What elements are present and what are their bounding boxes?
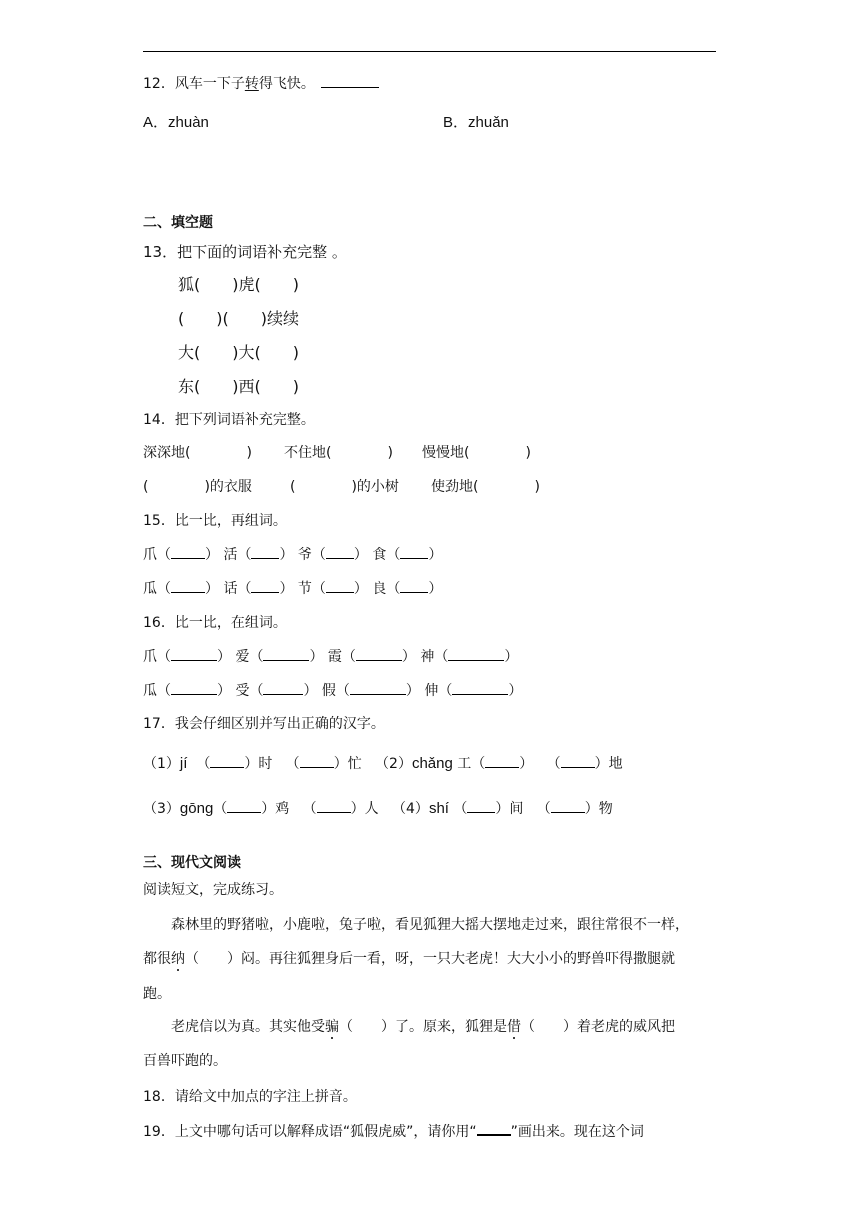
q16-blank[interactable]: [263, 660, 309, 661]
q16-char: 爪: [143, 649, 157, 665]
q16-blank[interactable]: [263, 694, 303, 695]
q15-char: 良: [372, 581, 387, 597]
q15-prompt: 15．比一比，再组词。: [143, 513, 287, 529]
q12-option-a[interactable]: A．zhuàn: [143, 114, 209, 131]
q12-text-post: 得飞快。: [258, 76, 315, 92]
q14-item-2[interactable]: 不住地( ): [284, 445, 393, 461]
q13-prompt: 13．把下面的词语补充完整 。: [143, 243, 347, 261]
q16-char: 爱: [235, 649, 250, 665]
q17-blank[interactable]: [467, 812, 495, 813]
q15-row-1: 爪（ ） 活（ ） 爷（ ） 食（ ）: [143, 547, 443, 563]
q16-char: 假: [321, 683, 336, 699]
q14-item-3[interactable]: 慢慢地( ): [422, 445, 531, 461]
q17-word: 地: [608, 756, 623, 772]
q16-blank[interactable]: [448, 660, 504, 661]
q15-blank[interactable]: [326, 558, 354, 559]
q17-word: 物: [598, 801, 613, 817]
q17-pinyin: shí: [428, 800, 449, 817]
q15-blank[interactable]: [251, 558, 279, 559]
q15-char: 瓜: [143, 581, 157, 597]
q13-line-2[interactable]: ( )( )续续: [178, 309, 299, 328]
q15-blank[interactable]: [326, 592, 354, 593]
q15-char: 节: [297, 581, 312, 597]
q15-char: 爷: [297, 547, 312, 563]
q15-char: 活: [223, 547, 238, 563]
reading-intro: 阅读短文，完成练习。: [143, 882, 283, 898]
q17-word: 忙: [347, 756, 362, 772]
passage-p1-line3: 跑。: [143, 986, 171, 1002]
q17-blank[interactable]: [485, 767, 519, 768]
q17-blank[interactable]: [551, 812, 585, 813]
q15-char: 食: [372, 547, 387, 563]
q17-blank[interactable]: [227, 812, 261, 813]
section-3-title: 三、现代文阅读: [143, 855, 241, 871]
q17-group-label: （2）: [375, 756, 412, 772]
q12-marked-char: 转: [244, 76, 259, 92]
q15-blank[interactable]: [251, 592, 279, 593]
passage-p1-line2: [143, 952, 675, 966]
q16-char: 受: [235, 683, 250, 699]
q16-blank[interactable]: [171, 694, 217, 695]
q19-underline-sample: [477, 1134, 511, 1136]
passage-p2-line2: 百兽吓跑的。: [143, 1053, 227, 1069]
q17-blank[interactable]: [210, 767, 244, 768]
q15-char: 话: [223, 581, 238, 597]
q17-word: 人: [364, 801, 379, 817]
q16-blank[interactable]: [452, 694, 508, 695]
q17-word: 鸡: [275, 801, 290, 817]
q16-row-1: 爪（ ） 爱（ ） 霞（ ） 神（ ）: [143, 649, 519, 665]
q15-char: 爪: [143, 547, 157, 563]
q15-row-2: 瓜（ ） 话（ ） 节（ ） 良（ ）: [143, 581, 443, 597]
q18-prompt: 18．请给文中加点的字注上拼音。: [143, 1089, 357, 1105]
q19-text-post: ”画出来。现在这个词: [510, 1124, 644, 1140]
q17-pinyin: chǎng: [411, 755, 453, 772]
passage-text[interactable]: （ ）闷。再往狐狸身后一看，呀，一只大老虎！大大小小的野兽吓得撒腿就: [185, 951, 675, 967]
q17-prompt: 17．我会仔细区别并写出正确的汉字。: [143, 716, 385, 732]
q16-blank[interactable]: [356, 660, 402, 661]
passage-p1-line1: 森林里的野猪啦，小鹿啦，兔子啦，看见狐狸大摇大摆地走过来，跟往常很不一样，: [171, 917, 689, 933]
top-rule: [143, 51, 716, 52]
q17-row-1: （1）jí （ ）时 （ ）忙 （2）chǎng 工（ ） （ ）地: [143, 755, 623, 772]
q17-row-2: （3）gōng（ ）鸡 （ ）人 （4）shí （ ）间 （ ）物: [143, 800, 613, 817]
q17-word: 工: [457, 756, 472, 772]
q14-prompt: 14．把下列词语补充完整。: [143, 412, 315, 428]
q13-line-1[interactable]: 狐( )虎( ): [178, 275, 299, 294]
q12-question: [143, 77, 379, 91]
q17-word: 间: [509, 801, 524, 817]
q13-line-4[interactable]: 东( )西( ): [178, 377, 299, 396]
q15-blank[interactable]: [400, 558, 428, 559]
passage-dotted-char: 借: [507, 1019, 521, 1035]
q14-item-1[interactable]: 深深地( ): [143, 445, 252, 461]
q16-blank[interactable]: [171, 660, 217, 661]
q16-char: 霞: [327, 649, 342, 665]
q17-pinyin: gōng: [179, 800, 214, 817]
q16-prompt: 16．比一比，在组词。: [143, 615, 287, 631]
q12-option-b[interactable]: B．zhuǎn: [443, 114, 509, 131]
q12-answer-blank[interactable]: [321, 87, 379, 88]
q16-char: 神: [420, 649, 435, 665]
q15-blank[interactable]: [171, 558, 205, 559]
q17-group-label: （3）: [143, 801, 180, 817]
passage-text: 都很: [143, 951, 171, 967]
section-2-title: 二、填空题: [143, 215, 213, 231]
q17-blank[interactable]: [561, 767, 595, 768]
passage-dotted-char: 纳: [171, 951, 185, 967]
q17-group-label: （1）: [143, 756, 180, 772]
q17-blank[interactable]: [300, 767, 334, 768]
q14-item-6[interactable]: 使劲地( ): [431, 479, 540, 495]
passage-text[interactable]: （ ）着老虎的威风把: [521, 1019, 675, 1035]
q15-blank[interactable]: [171, 592, 205, 593]
q13-line-3[interactable]: 大( )大( ): [178, 343, 299, 362]
q14-item-4[interactable]: ( )的衣服: [143, 479, 252, 495]
q16-row-2: 瓜（ ） 受（ ） 假（ ） 伸（ ）: [143, 683, 523, 699]
passage-text[interactable]: （ ）了。原来，狐狸是: [339, 1019, 507, 1035]
q16-blank[interactable]: [350, 694, 406, 695]
q15-blank[interactable]: [400, 592, 428, 593]
q17-blank[interactable]: [317, 812, 351, 813]
q19-text-pre: 19．上文中哪句话可以解释成语“狐假虎威”，请你用“: [143, 1124, 477, 1140]
q16-char: 瓜: [143, 683, 157, 699]
passage-p2-line1: [171, 1020, 675, 1034]
q12-text-pre: 12．风车一下子: [143, 76, 245, 92]
q16-char: 伸: [424, 683, 439, 699]
passage-dotted-char: 骗: [325, 1019, 339, 1035]
q19-prompt: [143, 1125, 644, 1139]
q17-word: 时: [258, 756, 273, 772]
q17-group-label: （4）: [392, 801, 429, 817]
passage-text: 老虎信以为真。其实他受: [171, 1019, 325, 1035]
q17-pinyin: jí: [179, 755, 188, 772]
q14-item-5[interactable]: ( )的小树: [290, 479, 399, 495]
